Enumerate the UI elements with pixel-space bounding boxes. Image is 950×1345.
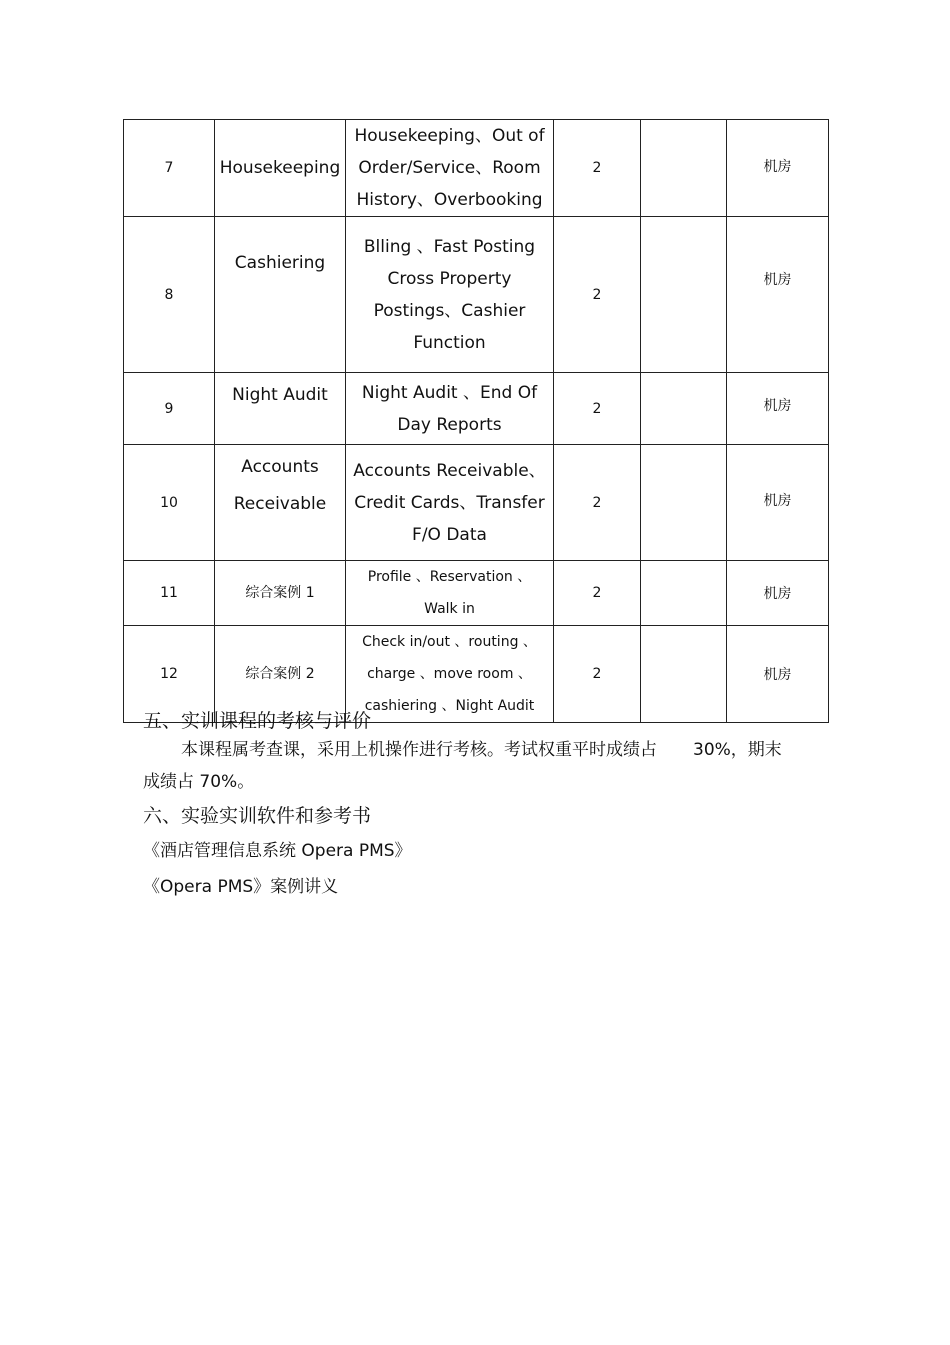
module-content — [346, 626, 554, 723]
content-line: Night Audit 、End Of — [361, 382, 538, 403]
module-name — [215, 373, 346, 445]
location-text: 机房 — [763, 398, 792, 414]
location-text: 机房 — [763, 159, 792, 175]
content-line: Blling 、Fast Posting — [363, 236, 536, 257]
location-text: 机房 — [763, 667, 792, 683]
row-number: 8 — [124, 217, 215, 373]
reference-book: 《酒店管理信息系统 Opera PMS》 — [143, 841, 412, 861]
content-line: Check in/out 、routing 、 — [362, 634, 537, 650]
paragraph-line: 成绩占 70%。 — [143, 772, 255, 792]
blank-cell — [641, 373, 727, 445]
content-line: Walk in — [424, 601, 475, 617]
paragraph-line — [143, 734, 808, 766]
content-line: Accounts Receivable、 — [353, 460, 546, 481]
hours-cell: 2 — [554, 445, 641, 561]
row-number: 12 — [124, 626, 215, 723]
table-row — [124, 445, 829, 561]
location-text: 机房 — [763, 586, 792, 602]
section-heading-assessment: 五、实训课程的考核与评价 — [143, 710, 372, 732]
blank-cell — [641, 445, 727, 561]
table-row — [124, 217, 829, 373]
blank-cell — [641, 120, 727, 217]
content-line: cashiering 、Night Audit — [364, 698, 535, 714]
section-heading-software: 六、实验实训软件和参考书 — [143, 805, 372, 827]
hours-cell: 2 — [554, 373, 641, 445]
row-number: 9 — [124, 373, 215, 445]
content-line: Order/Service、Room — [358, 158, 541, 178]
paragraph-text: 30%，期末 — [693, 740, 782, 760]
hours-cell: 2 — [554, 217, 641, 373]
course-schedule-table — [123, 119, 829, 723]
module-name — [215, 217, 346, 373]
module-content — [346, 120, 554, 217]
location-text: 机房 — [763, 272, 792, 288]
location-cell — [727, 445, 829, 561]
content-line: charge 、move room 、 — [367, 666, 532, 682]
content-line: Profile 、Reservation 、 — [367, 569, 532, 585]
module-name-line: 综合案例 2 — [245, 665, 315, 682]
module-name-line: Night Audit — [232, 385, 328, 405]
assessment-paragraph — [143, 734, 808, 798]
location-cell — [727, 373, 829, 445]
location-cell — [727, 217, 829, 373]
module-name — [215, 120, 346, 217]
content-line: Function — [413, 332, 486, 353]
table-row — [124, 120, 829, 217]
module-name-line: Housekeeping — [219, 157, 341, 178]
module-content — [346, 217, 554, 373]
module-name-line: Receivable — [233, 494, 327, 514]
location-cell — [727, 626, 829, 723]
row-number: 11 — [124, 561, 215, 626]
module-name-line: Accounts — [241, 457, 319, 477]
location-text: 机房 — [763, 493, 792, 509]
content-line: History、Overbooking — [356, 190, 543, 210]
module-content — [346, 373, 554, 445]
content-line: Housekeeping、Out of — [354, 126, 545, 146]
paragraph-text: 本课程属考查课，采用上机操作进行考核。考试权重平时成绩占 — [181, 740, 657, 760]
content-line: Credit Cards、Transfer — [354, 492, 545, 513]
hours-cell: 2 — [554, 120, 641, 217]
content-line: F/O Data — [412, 524, 487, 545]
reference-book: 《Opera PMS》案例讲义 — [143, 877, 339, 897]
hours-cell: 2 — [554, 626, 641, 723]
module-name — [215, 561, 346, 626]
module-content — [346, 445, 554, 561]
module-name — [215, 445, 346, 561]
blank-cell — [641, 626, 727, 723]
content-line: Postings、Cashier — [373, 300, 526, 321]
blank-cell — [641, 217, 727, 373]
location-cell — [727, 561, 829, 626]
module-name-line: Cashiering — [234, 253, 326, 273]
content-line: Day Reports — [397, 414, 502, 435]
row-number: 10 — [124, 445, 215, 561]
hours-cell: 2 — [554, 561, 641, 626]
blank-cell — [641, 561, 727, 626]
location-cell — [727, 120, 829, 217]
module-name-line: 综合案例 1 — [245, 584, 315, 601]
table-row — [124, 561, 829, 626]
module-content — [346, 561, 554, 626]
content-line: Cross Property — [387, 268, 512, 289]
row-number: 7 — [124, 120, 215, 217]
table-row — [124, 373, 829, 445]
